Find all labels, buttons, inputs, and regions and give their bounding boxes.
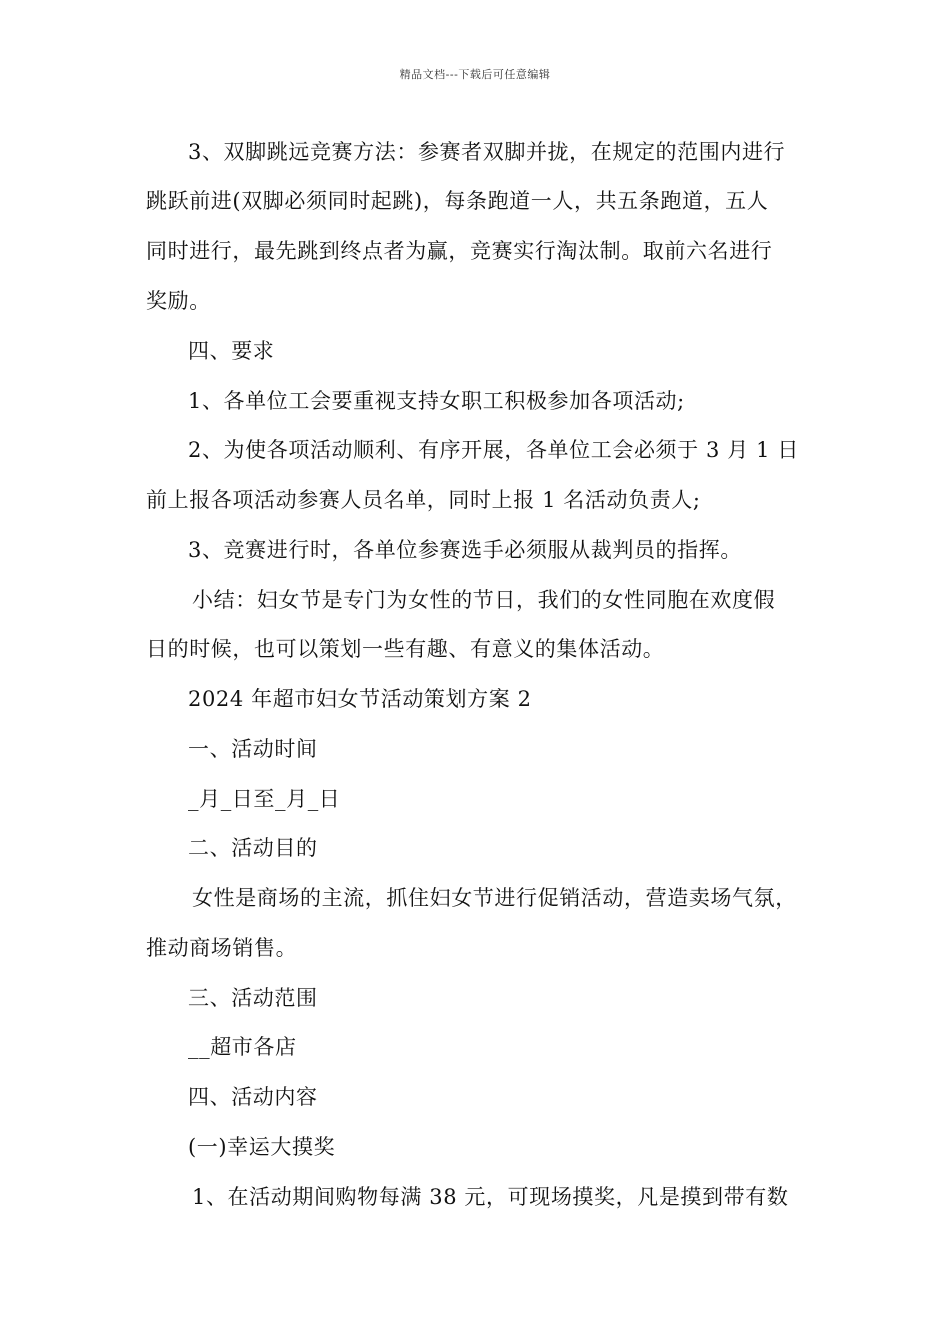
section-heading: 一、活动时间 [188, 737, 318, 761]
page-header: 精品文档---下载后可任意编辑 [399, 68, 551, 81]
subsection-heading: (一)幸运大摸奖 [188, 1135, 336, 1159]
paragraph-line: 1、各单位工会要重视支持女职工积极参加各项活动; [188, 389, 685, 413]
paragraph-line: 同时进行，最先跳到终点者为赢，竞赛实行淘汰制。取前六名进行 [146, 239, 773, 263]
paragraph-line: 3、竞赛进行时，各单位参赛选手必须服从裁判员的指挥。 [188, 538, 742, 562]
paragraph-line: 日的时候，也可以策划一些有趣、有意义的集体活动。 [146, 637, 665, 661]
paragraph-line: 1、在活动期间购物每满 38 元，可现场摸奖，凡是摸到带有数 [192, 1185, 789, 1209]
paragraph-line: 前上报各项活动参赛人员名单，同时上报 1 名活动负责人; [146, 488, 701, 512]
section-heading: 三、活动范围 [188, 986, 318, 1010]
paragraph-line: __超市各店 [188, 1035, 297, 1059]
paragraph-line: 跳跃前进(双脚必须同时起跳)，每条跑道一人，共五条跑道，五人 [146, 189, 769, 213]
paragraph-line: _月_日至_月_日 [188, 787, 341, 811]
section-heading: 四、要求 [188, 339, 275, 363]
section-heading: 二、活动目的 [188, 836, 318, 860]
document-title: 2024 年超市妇女节活动策划方案 2 [188, 687, 532, 711]
paragraph-line: 推动商场销售。 [146, 936, 298, 960]
paragraph-line: 小结：妇女节是专门为女性的节日，我们的女性同胞在欢度假 [192, 588, 776, 612]
paragraph-line: 奖励。 [146, 289, 211, 313]
section-heading: 四、活动内容 [188, 1085, 318, 1109]
paragraph-line: 女性是商场的主流，抓住妇女节进行促销活动，营造卖场气氛， [192, 886, 797, 910]
paragraph-line: 2、为使各项活动顺利、有序开展，各单位工会必须于 3 月 1 日 [188, 438, 799, 462]
paragraph-line: 3、双脚跳远竞赛方法：参赛者双脚并拢，在规定的范围内进行 [188, 140, 786, 164]
